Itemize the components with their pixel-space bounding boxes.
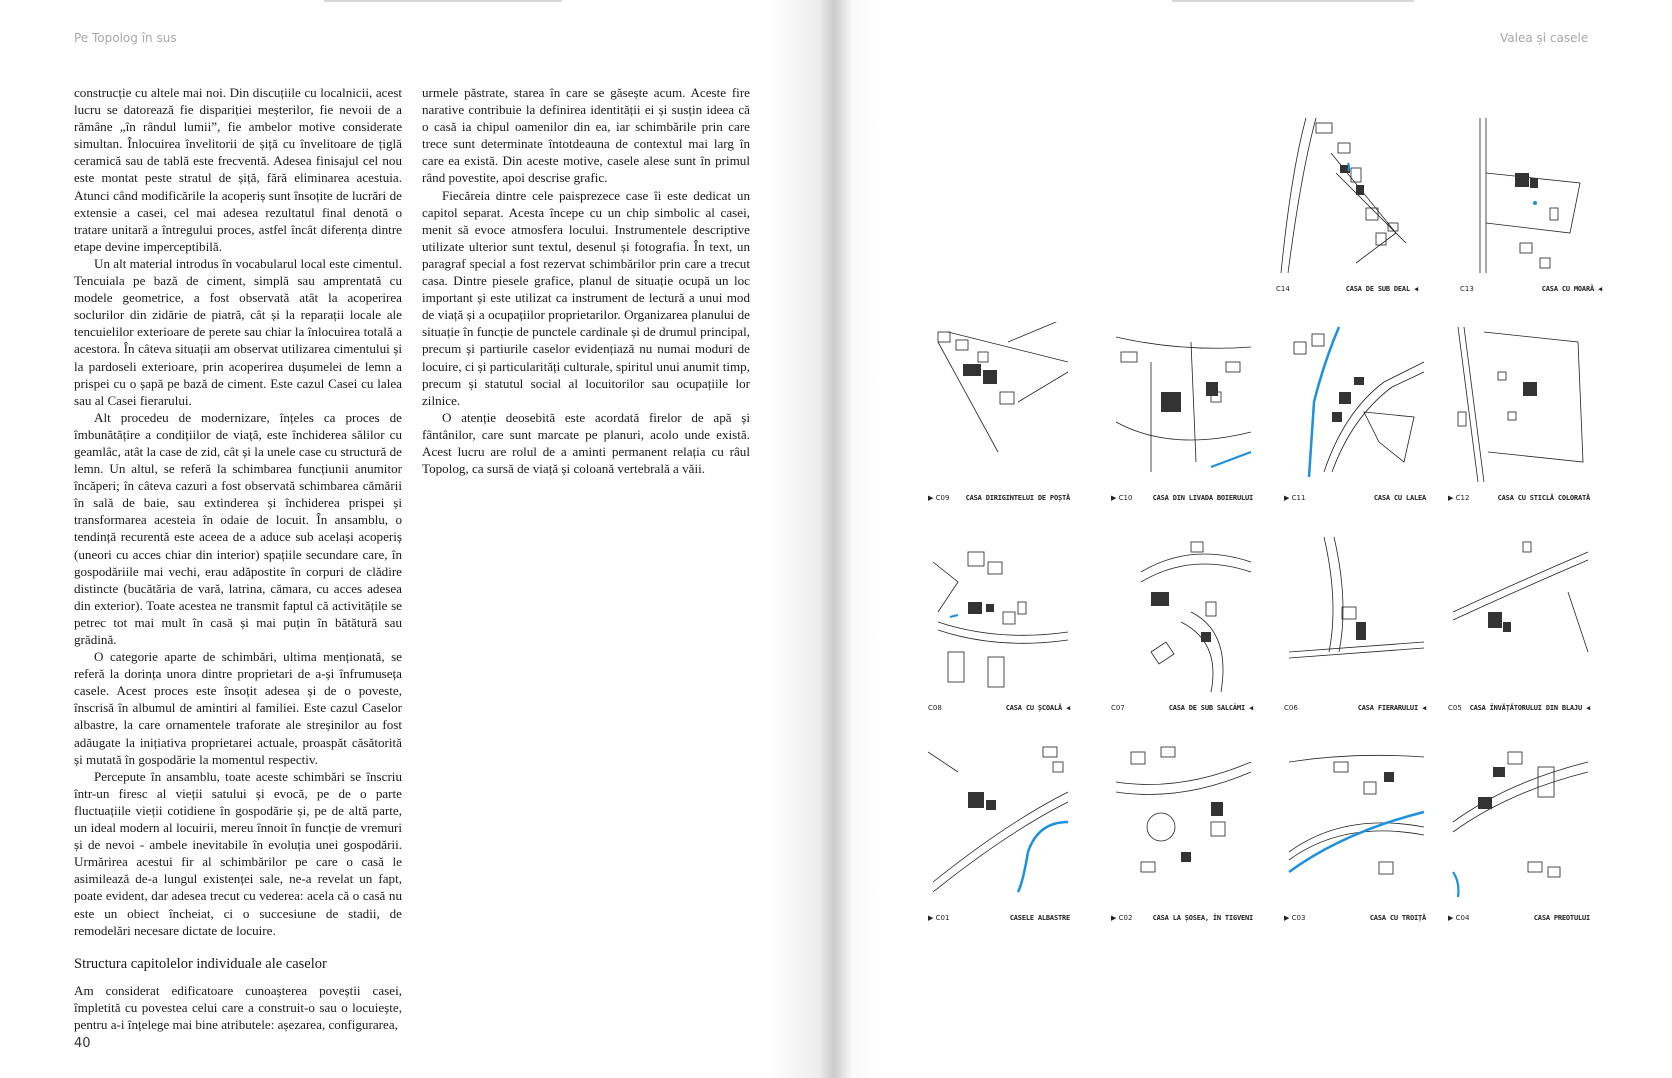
- river-line: [1309, 327, 1339, 477]
- site-plan-c10: [1111, 322, 1253, 502]
- site-plan-c11: [1284, 322, 1426, 502]
- plan-code: ▶ C02: [1111, 914, 1133, 922]
- top-rule: [1172, 0, 1414, 2]
- plan-code: ▶ C11: [1284, 494, 1306, 502]
- right-page: [828, 0, 1672, 1078]
- plan-code: C14: [1276, 285, 1290, 293]
- plan-label: CASA CU MOARĂ ◀: [1541, 285, 1602, 293]
- paragraph: construcție cu altele mai noi. Din discuțiile cu localnicii, acest lucru se datorează fie dispariției meșterilor, fie nevoii de a rămâne „în rândul lumii”, fie ambelor motive considerate simultan. Înlocuirea învelitorii de șiță cu învelitoare de țiglă ceramică sau de tablă este frecventă. Adesea finisajul cel nou este montat peste stratul de șiță, fără eliminarea acestuia. Atunci când modificările la acoperiș sunt însoțite de lucrări de extensie a casei, cel mai adesea rezultatul final denotă o tratare unitară a întregului proces, astfel încât diferența dintre etape devine imperceptibilă.: [74, 85, 402, 254]
- site-plan-c13: [1460, 113, 1602, 293]
- plan-code: C07: [1111, 704, 1125, 712]
- plan-code: C06: [1284, 704, 1298, 712]
- plan-code: ▶ C03: [1284, 914, 1306, 922]
- plan-label: CASA CU ȘCOALĂ ◀: [1005, 704, 1070, 712]
- site-plan-c03: [1284, 742, 1426, 922]
- plan-label: CASA DE SUB DEAL ◀: [1345, 285, 1418, 293]
- left-page: [0, 0, 828, 1078]
- site-plan-c05: [1448, 532, 1590, 712]
- paragraph: O categorie aparte de schimbări, ultima menționată, se referă la dorința unora dintre proprietari de a-și înfrumuseța casele. Acest proces este însoțit adesea și de o poveste, înscrisă în albumul de amintiri al familiei. Este cazul Caselor albastre, la care ornamentele traforate ale streșinilor au fost adăugate la inițiativa proprietarei actuale, proaspăt căsătorită și mutată în gospodărie la momentul respectiv.: [74, 649, 402, 767]
- paragraph: O atenție deosebită este acordată firelor de apă și fântânilor, care sunt marcate pe planuri, acolo unde există. Acest lucru are rolul de a aminti permanent relația cu râul Topolog, ca sursă de viață și coloană vertebrală a văii.: [422, 409, 750, 477]
- plan-label: CASA CU TROIȚĂ: [1369, 914, 1426, 922]
- paragraph: Fiecăreia dintre cele paisprezece case îi este dedicat un capitol separat. Acesta începe cu un chip simbolic al casei, menit să evoce atmosfera locului. Instrumentele descriptive utilizate ulterior sunt textul, desenul și fotografia. În text, un paragraf special a fost rezervat schimbărilor prin care a trecut casa. Dintre piesele grafice, planul de situație ocupă un loc important și este utilizat ca instrument de lectură a unui mod de viață și a ocupațiilor proprietarilor. Organizarea planului de situație în funcție de punctele cardinale și de drumul principal, precum și partiurile caselor evidențiază nu numai moduri de locuire, ci și particularități culturale, spiritul unui anumit timp, precum și statutul social al locuitorilor sau ocupațiile lor zilnice.: [422, 187, 750, 408]
- site-plan-c04: [1448, 742, 1590, 922]
- plan-code: ▶ C01: [928, 914, 950, 922]
- plan-label: CASA DIRIGINTELUI DE POȘTĂ: [965, 494, 1070, 502]
- paragraph: urmele păstrate, starea în care se găsește acum. Aceste fire narative contribuie la definirea identității ei și susțin ideea că o casă ia chipul oamenilor din ea, iar schimbările prin care trece sunt determinate întotdeauna de contextul mai larg în care ea există. Din aceste motive, casele alese sunt în primul rând povestite, apoi descrise grafic.: [422, 85, 750, 186]
- paragraph: Un alt material introdus în vocabularul local este cimentul. Tencuiala pe bază de ciment, simplă sau amprentată cu modele geometrice, a fost observată atât la acoperirea soclurilor din zidărie de piatră, cât și la reparații locale ale tencuielilor exterioare de perete sau chiar la înlocuirea totală a acestora. În câteva situații am observat utilizarea cimentului și la pardoseli exterioare, prin acoperirea dușumelei de lemn a prispei cu o șapă pe bază de ciment. Este cazul Casei cu lalea sau al Casei fierarului.: [74, 255, 402, 408]
- plan-label: CASA FIERARULUI ◀: [1357, 704, 1426, 712]
- top-rule: [324, 0, 562, 2]
- site-plan-drawing: [1276, 113, 1418, 293]
- site-plan-c01: [928, 742, 1070, 922]
- water-line: [1453, 872, 1458, 897]
- water-line: [1211, 452, 1251, 467]
- plan-label: CASA DE SUB SALCÂMI ◀: [1168, 704, 1253, 712]
- plan-label: CASA PREOTULUI: [1533, 914, 1590, 922]
- plan-code: C13: [1460, 285, 1474, 293]
- water-line: [1348, 163, 1349, 171]
- plan-label: CASA CU LALEA: [1373, 494, 1426, 502]
- paragraph: Alt procedeu de modernizare, înțeles ca proces de îmbunătățire a condițiilor de viață, este închiderea sălilor cu geamlâc, atât la case de zid, cât și la unele case cu structură de lemn. Un altul, se referă la schimbarea funcțiunii anumitor încăperi; în câteva cazuri a fost observată schimbarea cămării în sală de baie, sau extinderea și închiderea prispei și transformarea acesteia în odaie de locuit. În ansamblu, o tendință recurentă este aceea de a aduce sub același acoperiș (uneori cu acces chiar din interior) spațiile secundare care, în gospodăriile mai vechi, erau adăpostite în corpuri de clădire distincte (bucătăria de vară, latrina, cămara, cu acces adesea din exterior). Toate acestea ne transmit faptul că activitățile se petrec tot mai mult în casă și mai puțin în bătătură sau grădină.: [74, 409, 402, 647]
- water-line: [950, 615, 958, 617]
- plan-code: ▶ C10: [1111, 494, 1133, 502]
- running-head-left: Pe Topolog în sus: [74, 31, 177, 45]
- plan-code: ▶ C12: [1448, 494, 1470, 502]
- plan-code: C08: [928, 704, 942, 712]
- section-heading: Structura capitolelor individuale ale caselor: [74, 955, 327, 972]
- site-plan-c14: [1276, 113, 1418, 293]
- running-head-right: Valea și casele: [1500, 31, 1589, 45]
- plan-code: ▶ C04: [1448, 914, 1470, 922]
- site-plan-c02: [1111, 742, 1253, 922]
- text-column-1: [74, 84, 402, 1033]
- plan-label: CASA LA ȘOSEA, ÎN TIGVENI: [1152, 914, 1253, 922]
- site-plan-c12: [1448, 322, 1590, 502]
- river-line: [1018, 822, 1068, 892]
- site-plan-c06: [1284, 532, 1426, 712]
- well-marker: [1533, 201, 1537, 205]
- paragraph: Am considerat edificatoare cunoașterea poveștii casei, împletită cu povestea celui care a construit-o sau o locuiește, pentru a-i înțelege mai bine atributele: așezarea, configurarea,: [74, 982, 402, 1032]
- river-line: [1289, 812, 1424, 872]
- plan-label: CASA DIN LIVADA BOIERULUI: [1152, 494, 1253, 502]
- plan-label: CASA ÎNVĂȚĂTORULUI DIN BLAJU ◀: [1469, 704, 1590, 712]
- site-plan-c08: [928, 532, 1070, 712]
- page-number: 40: [74, 1036, 91, 1051]
- site-plan-c07: [1111, 532, 1253, 712]
- plan-code: C05: [1448, 704, 1462, 712]
- site-plan-c09: [928, 322, 1070, 502]
- plan-label: CASELE ALBASTRE: [1009, 914, 1070, 922]
- plan-code: ▶ C09: [928, 494, 950, 502]
- plan-label: CASA CU STICLĂ COLORATĂ: [1497, 494, 1590, 502]
- text-column-2: [422, 84, 750, 477]
- paragraph: Percepute în ansamblu, toate aceste schimbări se înscriu într-un firesc al vieții satului și evocă, pe de o parte fluctuațiile vieții cotidiene în gospodărie și, pe de altă parte, un ideal modern al locuirii, mereu înnoit în funcție de vremuri și de nevoi - ambele inevitabile în evoluția unei gospodării. Urmărirea acestui fir al schimbărilor pe care o casă le asimilează de-a lungul existenței sale, ne-a revelat un fapt, poate evident, dar adesea trecut cu vederea: acela că o casă nu este un obiect încheiat, ci o succesiune de stadii, de remodelări necesare dictate de locuire.: [74, 768, 402, 938]
